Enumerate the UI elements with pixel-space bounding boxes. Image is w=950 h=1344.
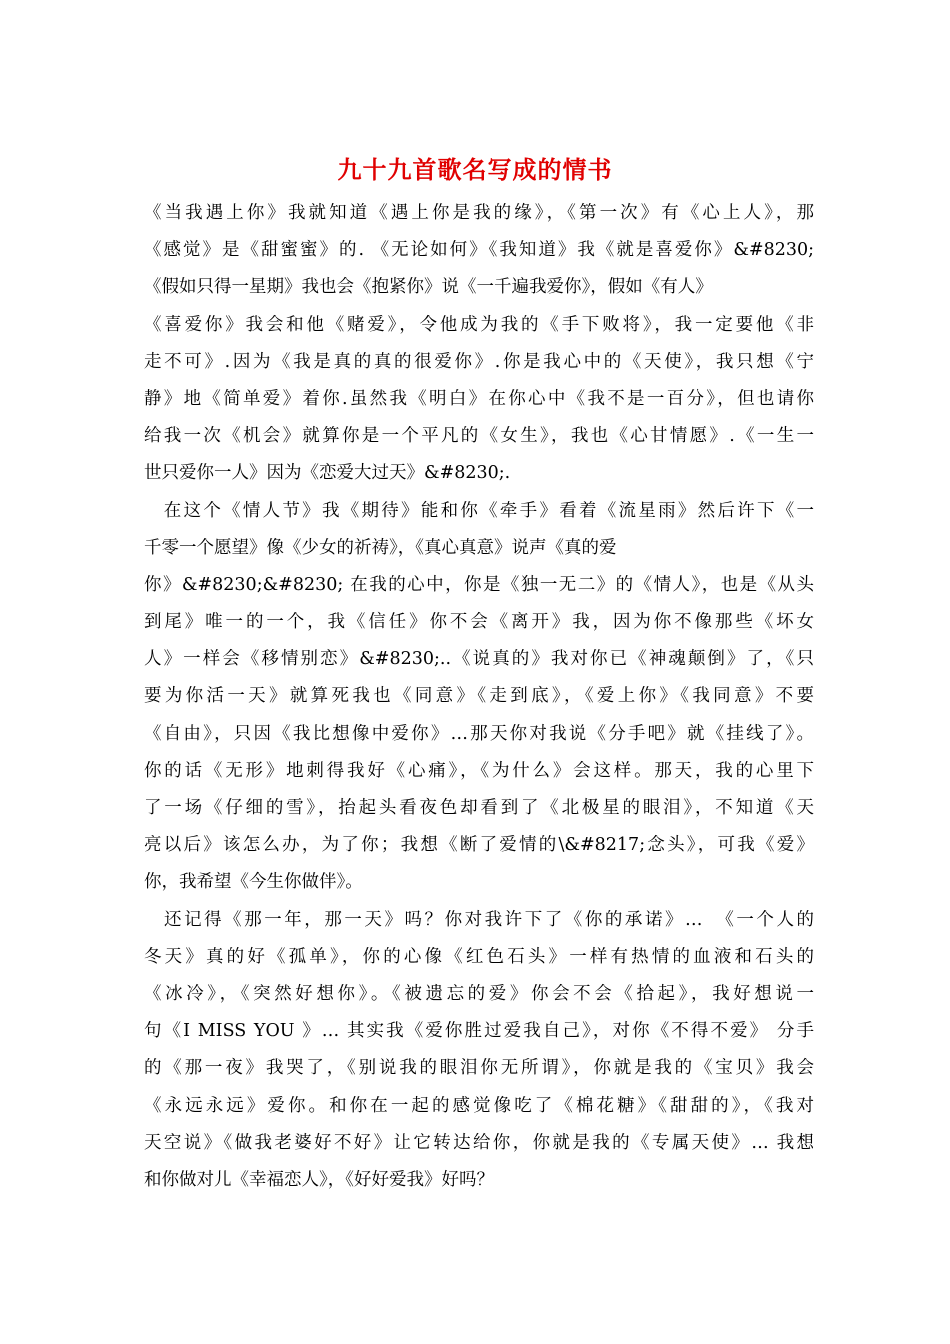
text-line: 人》一样会《移情别恋》&#8230;..《说真的》我对你已《神魂颠倒》了，《只	[144, 649, 814, 670]
text-line: 冬天》真的好《孤单》，你的心像《红色石头》一样有热情的血液和石头的	[144, 946, 814, 967]
text-line: 《冰冷》，《突然好想你》。《被遗忘的爱》你会不会《拾起》，我好想说一	[144, 983, 814, 1004]
text-line: 和你做对儿《幸福恋人》，《好好爱我》好吗？	[144, 1169, 494, 1190]
text-line: 句《I MISS YOU 》… 其实我《爱你胜过爱我自己》，对你《不得不爱》 分手	[144, 1021, 814, 1042]
text-line: 在这个《情人节》我《期待》能和你《牵手》看着《流星雨》然后许下《一	[144, 500, 814, 521]
text-line: 你》&#8230;&#8230; 在我的心中，你是《独一无二》的《情人》，也是《从头	[144, 574, 814, 595]
text-line: 到尾》唯一的一个，我《信任》你不会《离开》我，因为你不像那些《坏女	[144, 612, 814, 633]
text-line: 《当我遇上你》我就知道《遇上你是我的缘》，《第一次》有《心上人》，那	[144, 203, 814, 223]
text-line: 世只爱你一人》因为《恋爱大过天》&#8230;.	[144, 463, 511, 484]
text-line: 要为你活一天》就算死我也《同意》《走到底》，《爱上你》《我同意》不要	[144, 686, 814, 707]
text-line: 静》地《简单爱》着你.虽然我《明白》在你心中《我不是一百分》，但也请你	[144, 388, 814, 409]
text-line: 亮以后》该怎么办，为了你；我想《断了爱情的\&#8217;念头》，可我《爱》	[144, 835, 814, 856]
text-line: 你的话《无形》地刺得我好《心痛》，《为什么》会这样。那天，我的心里下	[144, 760, 814, 781]
text-line: 你，我希望《今生你做伴》。	[144, 872, 363, 893]
text-line: 《永远永远》爱你。和你在一起的感觉像吃了《棉花糖》《甜甜的》，《我对	[144, 1095, 814, 1116]
text-line: 了一场《仔细的雪》，抬起头看夜色却看到了《北极星的眼泪》，不知道《天	[144, 798, 814, 818]
text-line: 《假如只得一星期》我也会《抱紧你》说《一千遍我爱你》，假如《有人》	[144, 277, 713, 298]
document-title: 九十九首歌名写成的情书	[337, 155, 613, 184]
text-line: 《喜爱你》我会和他《赌爱》，令他成为我的《手下败将》，我一定要他《非	[144, 314, 814, 335]
text-line: 天空说》《做我老婆好不好》让它转达给你，你就是我的《专属天使》… 我想	[144, 1132, 814, 1153]
text-line: 《自由》，只因《我比想像中爱你》…那天你对我说《分手吧》就《挂线了》。	[144, 723, 814, 744]
text-line: 给我一次《机会》就算你是一个平凡的《女生》，我也《心甘情愿》.《一生一	[144, 426, 814, 447]
text-line: 还记得《那一年，那一天》吗？你对我许下了《你的承诺》… 《一个人的	[144, 909, 814, 930]
text-line: 的《那一夜》我哭了，《别说我的眼泪你无所谓》，你就是我的《宝贝》我会	[144, 1058, 814, 1079]
text-line: 千零一个愿望》像《少女的祈祷》，《真心真意》说声《真的爱	[144, 537, 617, 558]
text-line: 走不可》.因为《我是真的真的很爱你》.你是我心中的《天使》，我只想《宁	[144, 351, 814, 372]
document-body	[144, 195, 814, 1199]
text-line: 《感觉》是《甜蜜蜜》的. 《无论如何》《我知道》我《就是喜爱你》&#8230;	[144, 240, 814, 261]
